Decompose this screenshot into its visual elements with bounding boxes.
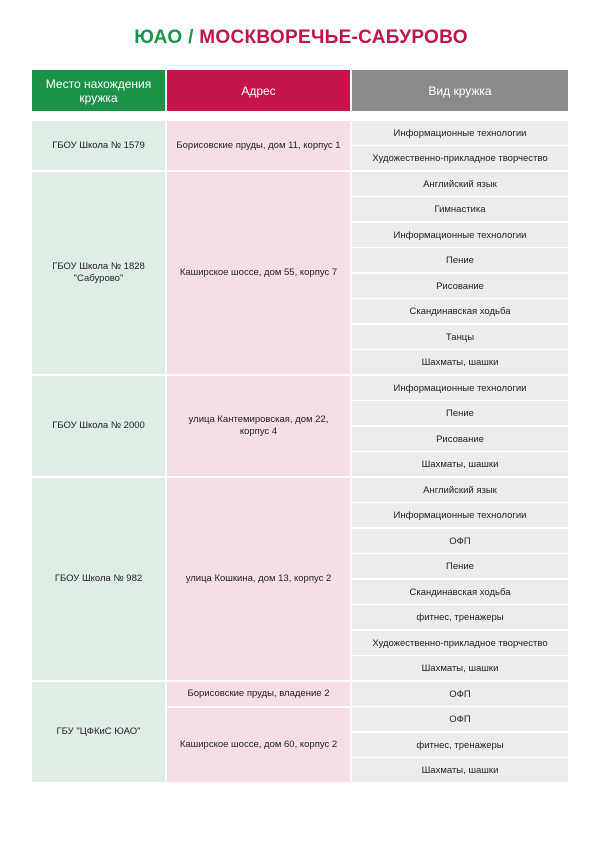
- kind-cell: фитнес, тренажеры: [352, 605, 568, 629]
- kind-cell: Информационные технологии: [352, 503, 568, 527]
- place-cell: ГБОУ Школа № 2000: [32, 376, 165, 476]
- district-label: МОСКВОРЕЧЬЕ-САБУРОВО: [199, 27, 468, 48]
- kind-cell: Шахматы, шашки: [352, 656, 568, 680]
- address-cell: Борисовские пруды, дом 11, корпус 1: [167, 121, 350, 170]
- place-cell: ГБУ "ЦФКиС ЮАО": [32, 682, 165, 782]
- kind-cell: Гимнастика: [352, 197, 568, 221]
- kind-cell: ОФП: [352, 529, 568, 553]
- kind-cell: Пение: [352, 401, 568, 425]
- kind-cell: Скандинавская ходьба: [352, 299, 568, 323]
- address-cell: Каширское шоссе, дом 60, корпус 2: [167, 708, 350, 782]
- kind-cell: ОФП: [352, 707, 568, 731]
- address-cell: улица Кошкина, дом 13, корпус 2: [167, 478, 350, 680]
- kind-cell: Художественно-прикладное творчество: [352, 146, 568, 170]
- address-cell: улица Кантемировская, дом 22, корпус 4: [167, 376, 350, 476]
- region-label: ЮАО: [134, 27, 183, 48]
- kind-cell: Шахматы, шашки: [352, 350, 568, 374]
- kind-cell: Шахматы, шашки: [352, 758, 568, 782]
- kind-cell: Пение: [352, 554, 568, 578]
- place-cell: ГБОУ Школа № 982: [32, 478, 165, 680]
- kind-cell: Скандинавская ходьба: [352, 580, 568, 604]
- kind-cell: Английский язык: [352, 478, 568, 502]
- title-separator: /: [188, 27, 194, 48]
- header-place: Место нахождения кружка: [32, 70, 165, 111]
- kind-cell: Рисование: [352, 274, 568, 298]
- address-cell: Каширское шоссе, дом 55, корпус 7: [167, 172, 350, 374]
- kind-cell: Пение: [352, 248, 568, 272]
- header-address: Адрес: [167, 70, 350, 111]
- address-cell: Борисовские пруды, владение 2: [167, 682, 350, 706]
- kind-cell: Танцы: [352, 325, 568, 349]
- place-cell: ГБОУ Школа № 1579: [32, 121, 165, 170]
- kind-cell: Рисование: [352, 427, 568, 451]
- kind-cell: Информационные технологии: [352, 121, 568, 145]
- kind-cell: Информационные технологии: [352, 223, 568, 247]
- kind-cell: Художественно-прикладное творчество: [352, 631, 568, 655]
- kind-cell: ОФП: [352, 682, 568, 706]
- place-cell: ГБОУ Школа № 1828 "Сабурово": [32, 172, 165, 374]
- kind-cell: фитнес, тренажеры: [352, 733, 568, 757]
- page-title: [0, 27, 602, 49]
- kind-cell: Информационные технологии: [352, 376, 568, 400]
- kind-cell: Шахматы, шашки: [352, 452, 568, 476]
- header-kind: Вид кружка: [352, 70, 568, 111]
- kind-cell: Английский язык: [352, 172, 568, 196]
